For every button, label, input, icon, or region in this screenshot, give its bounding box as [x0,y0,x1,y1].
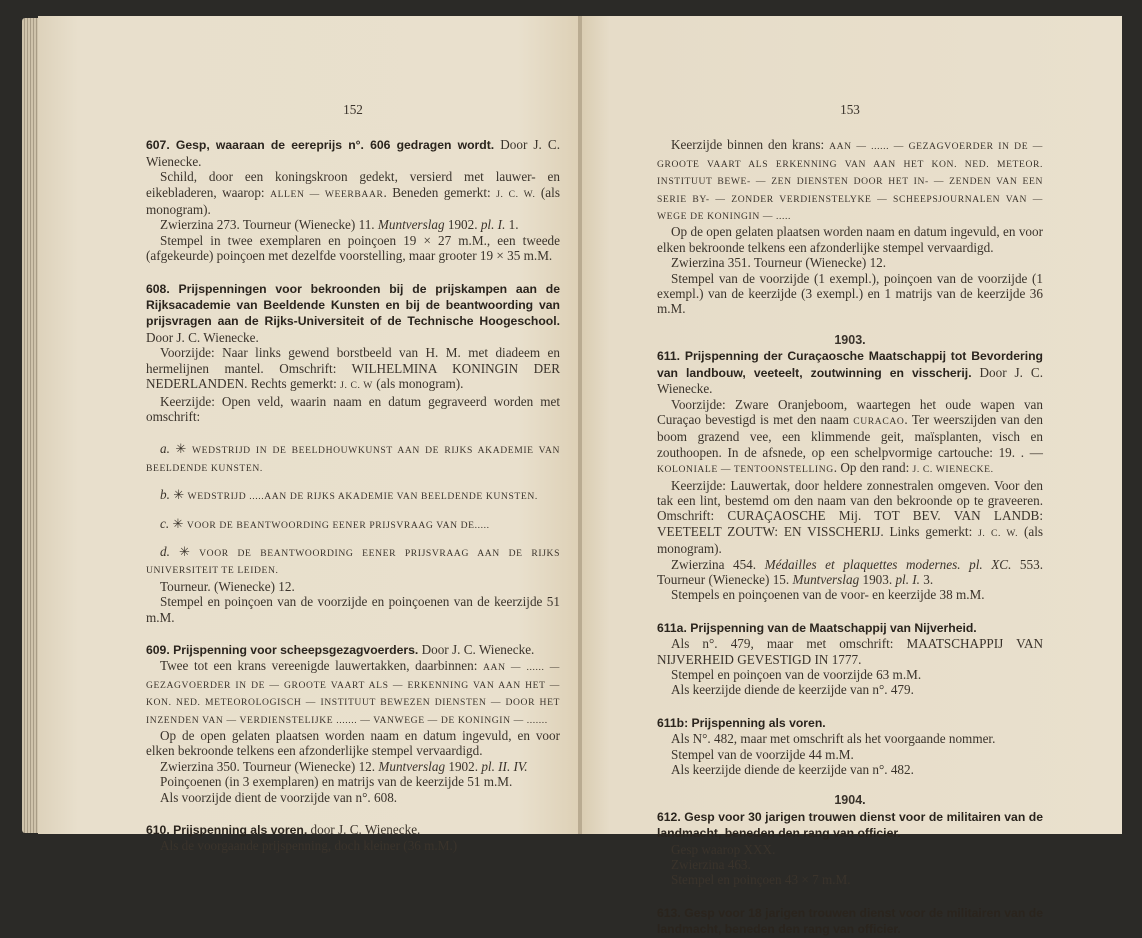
entry-paragraph [657,620,1043,636]
entry-heading: 611. Prijspenning der Curaçaosche Maatschappij tot Bevordering van landbouw, veeteelt, zoutwinning en visscherij. [657,349,1043,380]
entry-paragraph [657,348,1043,396]
italic-text: pl. I. [480,217,506,233]
inscription-text: VOOR DE BEANTWOORDING EENER PRIJSVRAAG AAN DE RIJKS UNIVERSITEIT TE LEIDEN. [146,547,560,577]
text: (als monogram). [657,523,1043,557]
text: Door J. C. Wienecke. [418,641,535,657]
book-spine [578,16,582,834]
paragraph [657,857,1043,872]
inscription-text: WEDSTRIJD IN DE BEELDHOUWKUNST AAN DE RIJKS AKADEMIE VAN BEELDENDE KUNSTEN. [146,445,560,474]
inscription-text: VOOR DE BEANTWOORDING EENER PRIJSVRAAG VAN DE..... [186,519,490,531]
entry-paragraph [146,822,560,838]
paragraph [146,838,560,853]
entry-paragraph [657,809,1043,842]
paragraph [657,747,1043,762]
italic-text: a. [160,441,170,457]
paragraph [657,762,1043,777]
text: Voorzijde: Zware Oranjeboom, waartegen het oude wapen van Curaçao bevestigd is met den naam [657,396,1043,427]
text: Stempel van de voorzijde 44 m.M. [671,746,854,762]
right-page [580,16,1122,937]
text: Door J. C. Wienecke. [146,329,259,345]
paragraph [146,774,560,789]
italic-text: pl. II. IV. [481,758,528,774]
inscription-text: ALLEN — WEERBAAR [270,188,384,200]
text: Stempel in twee exemplaren en poinçoen 19 × 27 m.M., een tweede (afgekeurde) poinçoen met dezelfde voorstelling, maar grooter 19 × 35 m.M. [146,232,560,264]
entry-heading: 609. Prijspenning voor scheepsgezagvoerders. [146,642,419,657]
inscription-text: AAN — ...... — GEZAGVOERDER IN DE — GROOTE VAART ALS ERKENNING VAN AAN HET KON. NED. METEOR. INSTITUUT BEWE- — ZEN DIENSTEN DOOR HET IN- — ZENDEN VAN EEN SERIE BY- — ZONDER VERDIENSTELYKE — SCHEEPSJOURNALEN VAN — WEGE DE KONINGIN — ..... [657,141,1043,223]
entry-heading: 611a. Prijspenning van de Maatschappij van Nijverheid. [657,620,977,635]
inscription-text: J. C. W. [496,188,536,200]
year-heading: 1903. [834,332,866,347]
paragraph [146,728,560,759]
paragraph [657,478,1043,557]
text: Als n°. 479, maar met omschrift: MAATSCHAPPIJ VAN NIJVERHEID GEVESTIGD IN 1777. [657,636,1043,667]
paragraph [146,487,560,504]
text: Zwierzina 350. Tourneur (Wienecke) 12. [160,758,379,774]
paragraph [146,658,560,728]
paragraph [657,636,1043,667]
paragraph [657,587,1043,602]
inscription-text: J. C. WIENECKE. [912,464,994,476]
text: Zwierzina 454. [671,556,765,572]
text: . Ter weerszijden van den boom grazend vee, een klimmende geit, maïsplanten, visch en zouthoopen. In de afsnede, op een schelpvormige cartouche: 19. . — [657,411,1043,460]
italic-text: Muntverslag [378,758,446,774]
paragraph [657,137,1043,224]
text: Zwierzina 351. Tourneur (Wienecke) 12. [671,255,887,271]
text: Als voorzijde dient de voorzijde van n°. 608. [160,789,398,805]
paragraph [657,667,1043,682]
paragraph [146,790,560,805]
italic-text: pl. I. [895,571,920,587]
paragraph [146,345,560,393]
text: Door J. C. Wienecke. [657,364,1044,397]
text: 3. [919,571,934,587]
text: ✳ [169,441,192,457]
text: Tourneur. (Wienecke) 12. [160,578,295,594]
entry-paragraph [657,905,1043,938]
italic-text: Médailles et plaquettes modernes. pl. XC. [764,556,1012,572]
entry-heading: 612. Gesp voor 30 jarigen trouwen dienst voor de militairen van de landmacht, beneden den rang van officier. [657,809,1043,841]
paragraph [657,731,1043,746]
paragraph [146,217,560,232]
paragraph [146,169,560,217]
right-page-text [657,102,1043,938]
inscription-text: J. C. W. [978,527,1019,539]
text: Keerzijde binnen den krans: [671,137,830,153]
text: Als keerzijde diende de keerzijde van n°. 479. [671,682,914,698]
text: Poinçoenen (in 3 exemplaren) en matrijs van de keerzijde 51 m.M. [160,774,513,790]
paragraph [657,557,1043,588]
italic-text: d. [160,543,170,559]
inscription-text: CURACAO [853,415,905,427]
text: ✳ [169,543,200,559]
paragraph [146,394,560,425]
text: Twee tot een krans vereenigde lauwertakken, daarbinnen: [160,658,484,674]
page-number: 153 [840,102,860,117]
entry-paragraph [146,642,560,658]
text: Keerzijde: Lauwertak, door heldere zonnestralen omgeven. Voor den tak een lint, bestemd om den naam van den bekroonde op te graveeren. Omschrift: CURAÇAOSCHE Mij. TOT BEV. VAN LANDB: VEETEELT ZOUTW: EN VISSCHERIJ. Links gemerkt: [657,477,1043,539]
text: Op de open gelaten plaatsen worden naam en datum ingevuld, en voor elken bekroonde telkens een afzonderlijke stempel vervaardigd. [657,224,1043,255]
text: Door J. C. Wienecke. [146,137,560,169]
paragraph [657,842,1043,857]
text: Zwierzina 463. [671,857,751,873]
paragraph [146,579,560,594]
left-page [38,16,580,854]
paragraph [146,544,560,579]
text: Op de open gelaten plaatsen worden naam en datum ingevuld, en voor elken bekroonde telkens een afzonderlijke stempel vervaardigd. [146,728,560,759]
paragraph [146,233,560,264]
italic-text: Muntverslag [377,217,445,233]
entry-paragraph [146,137,560,169]
year-heading: 1904. [834,793,866,808]
text: Zwierzina 273. Tourneur (Wienecke) 11. [160,217,378,233]
text: (als monogram). [372,376,464,392]
inscription-text: WEDSTRIJD .....AAN DE RIJKS AKADEMIE VAN BEELDENDE KUNSTEN. [187,491,538,503]
text: Als de voorgaande prijspenning, doch kleiner (36 m.M.) [160,838,458,854]
text: ✳ [169,487,188,503]
text: Stempel en poinçoen 43 × 7 m.M. [671,872,851,888]
right-paragraphs [657,137,1043,937]
inscription-text: KOLONIALE — TENTOONSTELLING [657,464,834,476]
entry-heading: 613. Gesp voor 18 jarigen trouwen dienst voor de militairen van de landmacht, beneden den rang van officier. [657,905,1043,937]
entry-heading: 607. Gesp, waaraan de eereprijs n°. 606 gedragen wordt. [146,138,495,153]
text: . Op den rand: [833,460,913,476]
left-page-text [146,102,560,854]
paragraph [657,397,1043,478]
text: Stempel en poinçoen van de voorzijde en poinçoenen van de keerzijde 51 m.M. [146,594,560,625]
entry-heading: 611b: Prijspenning als voren. [657,715,826,730]
text: Voorzijde: Naar links gewend borstbeeld van H. M. met diadeem en hermelijnen mantel. Omschrift: WILHELMINA KONINGIN DER NEDERLANDEN. Rechts gemerkt: [146,345,560,392]
italic-text: Muntverslag [792,571,860,587]
paragraph [657,224,1043,255]
text: 553. Tourneur (Wienecke) 15. [657,556,1043,587]
paragraph [657,682,1043,697]
text: 1. [505,217,519,233]
left-paragraphs [146,137,560,853]
text: Stempel van de voorzijde (1 exempl.), poinçoen van de voorzijde (1 exempl.) van de keerzijde (3 exempl.) en 1 matrijs van de keerzijde 36 m.M. [657,270,1043,317]
inscription-text: J. C. W [340,380,373,392]
paragraph [657,271,1043,317]
entry-paragraph [146,281,560,346]
paragraph [146,759,560,774]
text: ✳ [169,515,187,531]
paragraph [657,872,1043,887]
text: 1902. [445,758,482,774]
text: Schild, door een koningskroon gedekt, versierd met lauwer- en eikebladeren, waarop: [146,169,560,200]
text: Als keerzijde diende de keerzijde van n°. 482. [671,762,914,778]
text: Stempel en poinçoen van de voorzijde 63 m.M. [671,667,922,682]
entry-paragraph [657,715,1043,731]
italic-text: b. [160,487,170,503]
text: (als monogram). [146,184,560,218]
inscription-text: AAN — ...... — GEZAGVOERDER IN DE — GROOTE VAART ALS — ERKENNING VAN AAN HET — KON. NED. METEOROLOGISCH — INSTITUUT BEWEZEN DIENSTEN — DOOR HET INZENDEN VAN — VERDIENSTELIJKE ....... — VANWEGE — DE KONINGIN — ....... [146,662,560,726]
paragraph [657,255,1043,270]
text: Stempels en poinçoenen van de voor- en keerzijde 38 m.M. [671,587,985,603]
page-number: 152 [343,102,363,117]
entry-heading: 610. Prijspenning als voren, [146,823,308,838]
paragraph [146,441,560,476]
entry-heading: 608. Prijspenningen voor bekroonden bij de prijskampen aan de Rijksacademie van Beeldende Kunsten en bij de beantwoording van prijsvragen aan de Rijks-Universiteit of de Technische Hoogeschool. [146,281,560,329]
paragraph [146,516,560,533]
text: 1902. [444,217,481,233]
text: Keerzijde: Open veld, waarin naam en datum gegraveerd worden met omschrift: [146,393,560,424]
text: . Beneden gemerkt: [383,184,497,200]
text: door J. C. Wienecke. [307,822,421,838]
text: Als N°. 482, maar met omschrift als het voorgaande nommer. [671,731,996,747]
text: 1903. [859,571,896,587]
text: Gesp waarop XXX. [671,841,776,857]
paragraph [146,594,560,625]
italic-text: c. [160,515,170,531]
